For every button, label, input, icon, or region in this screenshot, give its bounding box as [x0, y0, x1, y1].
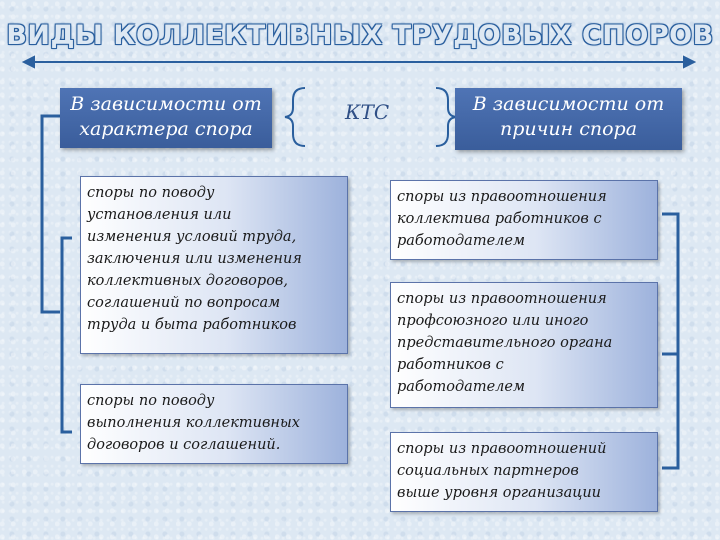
left-box-agreements — [80, 384, 348, 464]
text-line: коллективных договоров, — [87, 273, 288, 289]
text-line: труда и быта работников — [87, 317, 297, 333]
text-line: установления или — [87, 207, 232, 223]
text-line: споры по поводу — [87, 393, 215, 409]
arrow-left-head — [24, 57, 34, 67]
left-box-working-conditions — [80, 176, 348, 354]
left-header-line1: В зависимости от — [70, 93, 262, 115]
kts-left-brace — [285, 88, 305, 146]
right-header-line2: причин спора — [499, 118, 638, 140]
text-line: споры из правоотношения — [397, 291, 607, 307]
diagram-title: ВИДЫ КОЛЛЕКТИВНЫХ ТРУДОВЫХ СПОРОВ — [6, 20, 714, 51]
right-box-union-employer — [390, 282, 658, 408]
right-box-collective-employer — [390, 180, 658, 260]
arrow-right-head — [684, 57, 694, 67]
text-line: выше уровня организации — [397, 485, 602, 501]
text-line: социальных партнеров — [397, 463, 579, 479]
text-line: соглашений по вопросам — [87, 295, 281, 311]
text-line: работодателем — [397, 379, 525, 395]
left-inner-bracket — [62, 238, 72, 432]
text-line: работодателем — [397, 233, 525, 249]
text-line: профсоюзного или иного — [397, 313, 589, 329]
text-line: коллектива работников с — [397, 211, 602, 227]
left-header — [60, 88, 272, 148]
left-outer-bracket — [42, 116, 60, 312]
text-line: споры из правоотношения — [397, 189, 607, 205]
text-line: споры по поводу — [87, 185, 215, 201]
text-line: работников с — [397, 357, 504, 373]
right-bracket — [662, 214, 678, 468]
right-header-line1: В зависимости от — [472, 93, 665, 115]
left-header-line2: характера спора — [79, 118, 253, 140]
text-line: заключения или изменения — [87, 251, 302, 267]
text-line: изменения условий труда, — [87, 229, 297, 245]
kts-label: КТС — [345, 100, 390, 124]
text-line: представительного органа — [397, 335, 613, 351]
kts-right-brace — [436, 88, 456, 146]
right-box-social-partners — [390, 432, 658, 512]
text-line: выполнения коллективных — [87, 415, 300, 431]
right-header — [455, 88, 682, 150]
text-line: договоров и соглашений. — [87, 437, 281, 453]
text-line: споры из правоотношений — [397, 441, 607, 457]
